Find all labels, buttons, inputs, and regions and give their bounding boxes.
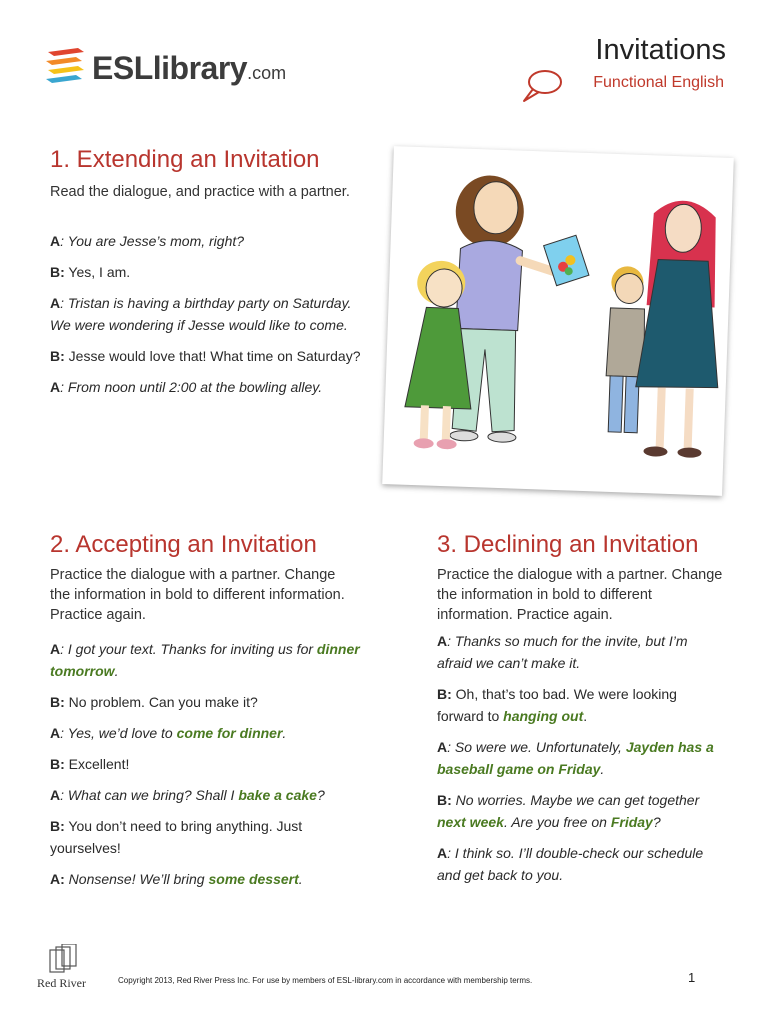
section3-intro: Practice the dialogue with a partner. Change the information in bold to different information. Practice again. <box>437 567 723 623</box>
highlight-phrase: dinner tomorrow <box>50 641 360 679</box>
dialogue-text: : Thanks so much for the invite, but I’m afraid we can’t make it. <box>437 633 688 671</box>
dialogue-text: No problem. Can you make it? <box>64 694 258 710</box>
dialogue-line <box>437 842 722 886</box>
dialogue-line <box>50 376 370 398</box>
speaker-label: B: <box>437 792 452 808</box>
highlight-phrase: some dessert <box>208 871 299 887</box>
dialogue-text: : You are Jesse’s mom, right? <box>60 233 245 249</box>
dialogue-text: . <box>298 871 303 887</box>
dialogue-line <box>437 736 722 780</box>
speaker-label: B: <box>50 818 65 834</box>
highlight-phrase: bake a cake <box>238 787 317 803</box>
dialogue-line <box>50 868 360 890</box>
dialogue-text: Excellent! <box>64 756 130 772</box>
dialogue-line <box>50 722 360 744</box>
section1-intro: Read the dialogue, and practice with a partner. <box>50 184 350 200</box>
speaker-label: A <box>50 295 61 311</box>
book-stack-icon <box>44 44 92 90</box>
dialogue-text: : What can we bring? Shall I <box>60 787 239 803</box>
speaker-label: A: <box>50 871 65 887</box>
dialogue-text: . <box>583 708 588 724</box>
speaker-label: A <box>50 725 61 741</box>
publisher-name: Red River <box>37 976 86 990</box>
dialogue-text: You don’t need to bring anything. Just yourselves! <box>50 818 303 856</box>
speaker-label: A <box>50 787 61 803</box>
dialogue-text: Nonsense! We’ll bring <box>64 871 209 887</box>
speaker-label: B: <box>50 264 65 280</box>
dialogue-text: : So were we. Unfortunately, <box>447 739 626 755</box>
section3-dialogue <box>437 630 722 895</box>
page-title: Invitations <box>595 34 726 66</box>
section1-heading: 1. Extending an Invitation <box>50 146 320 173</box>
family-illustration <box>382 146 734 496</box>
dialogue-line <box>50 261 370 283</box>
highlight-phrase: next week <box>437 814 504 830</box>
speaker-label: A <box>437 633 448 649</box>
woman-figure <box>633 199 724 458</box>
speaker-label: B: <box>50 348 65 364</box>
highlight-phrase: Jayden has a baseball game on Friday <box>437 739 714 777</box>
invitation-card <box>544 235 589 285</box>
dialogue-text: ? <box>316 787 325 803</box>
dialogue-text: : From noon until 2:00 at the bowling alley. <box>60 379 323 395</box>
speaker-label: A <box>50 233 61 249</box>
speech-bubble-icon <box>520 67 564 107</box>
dialogue-text: : Yes, we’d love to <box>60 725 177 741</box>
section3-heading: 3. Declining an Invitation <box>437 531 699 558</box>
dialogue-text: Jesse would love that! What time on Saturday? <box>64 348 361 364</box>
boy-figure <box>604 266 648 433</box>
speaker-label: B: <box>437 686 452 702</box>
dialogue-line <box>50 691 360 713</box>
dialogue-text: No worries. Maybe we can get together <box>451 792 700 808</box>
section2-heading: 2. Accepting an Invitation <box>50 531 317 558</box>
dialogue-text: ? <box>652 814 661 830</box>
speaker-label: A <box>50 641 61 657</box>
speaker-label: A <box>437 845 448 861</box>
dialogue-line <box>50 753 360 775</box>
dialogue-line <box>437 683 722 727</box>
dialogue-line <box>50 815 360 859</box>
dialogue-text: . <box>114 663 119 679</box>
dialogue-text: . <box>282 725 287 741</box>
dialogue-text: : I got your text. Thanks for inviting us for <box>60 641 317 657</box>
speaker-label: A <box>50 379 61 395</box>
section1-dialogue <box>50 230 370 407</box>
section2-intro: Practice the dialogue with a partner. Change the information in bold to different information. Practice again. <box>50 567 345 623</box>
highlight-phrase: hanging out <box>503 708 584 724</box>
dialogue-line <box>437 630 722 674</box>
dialogue-line <box>50 292 370 336</box>
logo-wordmark: ESLlibrary.com <box>92 50 287 86</box>
dialogue-line <box>50 784 360 806</box>
section2-dialogue <box>50 638 360 899</box>
speaker-label: A <box>437 739 448 755</box>
page-subtitle: Functional English <box>593 74 724 91</box>
dialogue-text: : Tristan is having a birthday party on Saturday. We were wondering if Jesse would like to come. <box>50 295 352 333</box>
dialogue-text: . <box>600 761 605 777</box>
dialogue-line <box>50 638 360 682</box>
dialogue-line <box>50 230 370 252</box>
highlight-phrase: come for dinner <box>176 725 283 741</box>
dialogue-text: Oh, that’s too bad. We were looking forward to <box>437 686 677 724</box>
dialogue-text: . Are you free on <box>503 814 611 830</box>
speaker-label: B: <box>50 694 65 710</box>
dialogue-line <box>50 345 370 367</box>
page-number: 1 <box>688 970 696 985</box>
dialogue-text: Yes, I am. <box>64 264 131 280</box>
highlight-phrase: Friday <box>610 814 653 830</box>
dialogue-text: : I think so. I’ll double-check our schedule and get back to you. <box>437 845 704 883</box>
copyright-notice: Copyright 2013, Red River Press Inc. For use by members of ESL-library.com in accordance with membership terms. <box>118 976 533 985</box>
speaker-label: B: <box>50 756 65 772</box>
dialogue-line <box>437 789 722 833</box>
